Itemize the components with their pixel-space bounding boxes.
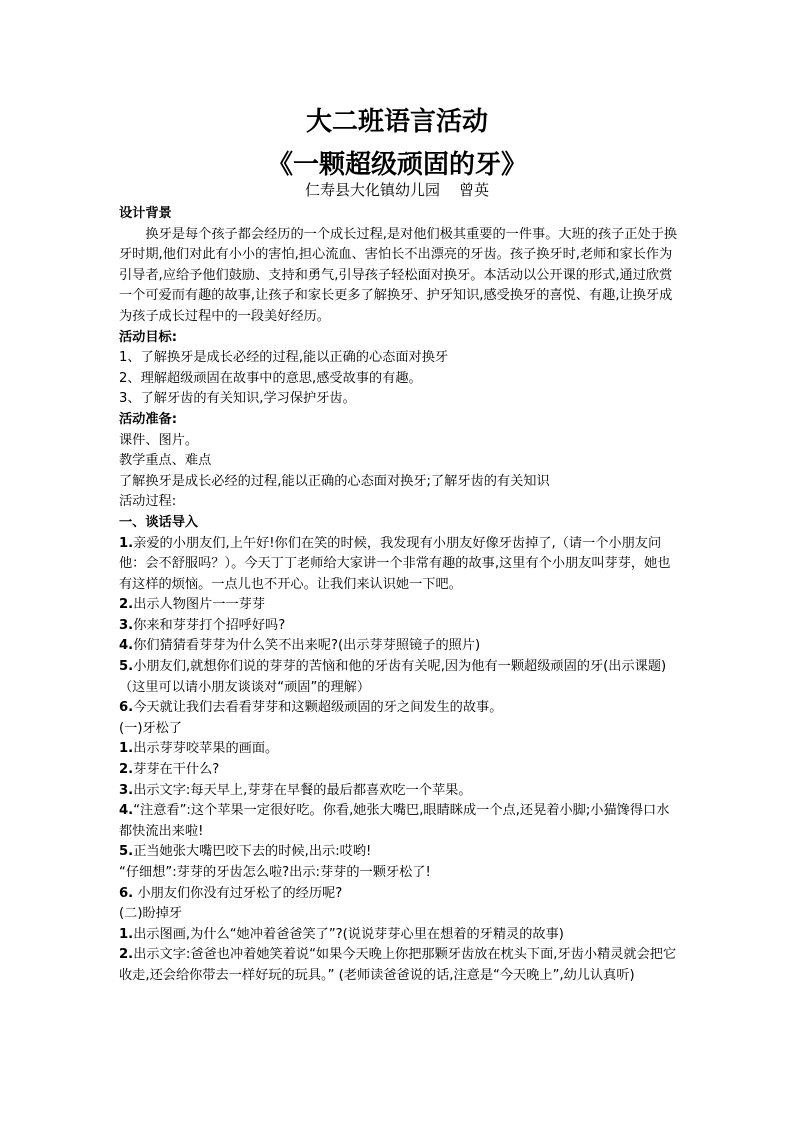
goal-item: 2、理解超级顽固在故事中的意思,感受故事的有趣。 bbox=[119, 370, 422, 386]
item-number: 2. bbox=[119, 762, 134, 778]
goal-item: 1、了解换牙是成长必经的过程,能以正确的心态面对换牙 bbox=[119, 350, 449, 366]
part1-item bbox=[119, 595, 681, 616]
sub2-item bbox=[119, 925, 681, 946]
item-number: 4. bbox=[119, 638, 134, 654]
document-title-line2: 《一颗超级顽固的牙》 bbox=[266, 150, 527, 180]
item-text: 今天就让我们去看看芽芽和这颗超级顽固的牙之间发生的故事。 bbox=[133, 700, 503, 716]
goal-item: 3、了解牙齿的有关知识,学习保护牙齿。 bbox=[119, 391, 356, 407]
sub1-item bbox=[119, 781, 681, 802]
sub2-item bbox=[119, 945, 681, 986]
item-number: 4. bbox=[119, 803, 134, 819]
prep-text: 课件、图片。 bbox=[119, 432, 199, 448]
item-text: 小朋友们,就想你们说的芽芽的苦恼和他的牙齿有关呢,因为他有一颗超级顽固的牙(出示课题)（这里可以请小朋友谈谈对“顽固”的理解） bbox=[119, 659, 667, 695]
sub1-item bbox=[119, 842, 681, 863]
item-number: 1. bbox=[119, 535, 134, 551]
process-heading: 活动过程: bbox=[119, 494, 177, 510]
item-number: 6. bbox=[119, 885, 134, 901]
prep-heading: 活动准备: bbox=[119, 411, 178, 427]
focus-text: 了解换牙是成长必经的过程,能以正确的心态面对换牙;了解牙齿的有关知识 bbox=[119, 473, 550, 489]
item-number: 6. bbox=[119, 700, 134, 716]
part1-item bbox=[119, 657, 681, 698]
item-text: 出示芽芽咬苹果的画面。 bbox=[133, 741, 279, 757]
background-heading: 设计背景 bbox=[119, 206, 172, 221]
sub1-item bbox=[119, 863, 681, 884]
item-number: 5. bbox=[119, 659, 134, 675]
item-text: “注意看”:这个苹果一定很好吃。你看,她张大嘴巴,眼睛眯成一个点,还晃着小脚;小猫馋得口水都快流出来啦! bbox=[119, 803, 670, 839]
part1-item bbox=[119, 616, 681, 637]
sub1-item bbox=[119, 801, 681, 842]
part1-item bbox=[119, 636, 681, 657]
sub1-item bbox=[119, 884, 681, 905]
item-number: 1. bbox=[119, 926, 134, 942]
focus-heading: 教学重点、难点 bbox=[119, 453, 212, 469]
item-number: 3. bbox=[119, 617, 134, 633]
part1-item bbox=[119, 534, 681, 596]
item-text: 你们猜猜看芽芽为什么笑不出来呢?(出示芽芽照镜子的照片) bbox=[133, 638, 481, 654]
item-text: 你来和芽芽打个招呼好吗? bbox=[133, 617, 286, 633]
item-text: 芽芽在干什么? bbox=[133, 762, 220, 778]
item-number: 2. bbox=[119, 597, 134, 613]
item-text: 亲爱的小朋友们,上午好!你们在笑的时候，我发现有小朋友好像牙齿掉了,（请一个小朋友问他：会不舒服吗？）。今天丁丁老师给大家讲一个非常有趣的故事,这里有个小朋友叫芽芽，她也有这样的烦恼。一点儿也不开心。让我们来认识她一下吧。 bbox=[119, 535, 671, 592]
item-number: 1. bbox=[119, 741, 134, 757]
item-text: 出示图画,为什么“她冲着爸爸笑了”?(说说芽芽心里在想着的牙精灵的故事) bbox=[133, 926, 564, 942]
part1-heading: 一、谈话导入 bbox=[119, 514, 199, 530]
item-text: 正当她张大嘴巴咬下去的时候,出示:哎哟! bbox=[133, 844, 372, 860]
item-number: 5. bbox=[119, 844, 134, 860]
sub2-heading: (二)盼掉牙 bbox=[119, 906, 183, 922]
item-text: 出示人物图片一一芽芽 bbox=[133, 597, 266, 613]
item-number: 3. bbox=[119, 782, 134, 798]
sub1-item bbox=[119, 739, 681, 760]
author-line: 仁寿县大化镇幼儿园 曾英 bbox=[304, 181, 490, 199]
document-title-line1: 大二班语言活动 bbox=[305, 107, 488, 137]
item-text: “仔细想”:芽芽的牙齿怎么啦?出示:芽芽的一颗牙松了! bbox=[119, 865, 431, 880]
sub1-heading: (一)牙松了 bbox=[119, 720, 183, 736]
part1-item bbox=[119, 698, 681, 719]
item-text: 小朋友们你没有过牙松了的经历呢? bbox=[133, 885, 343, 901]
sub1-item bbox=[119, 760, 681, 781]
goals-heading: 活动目标: bbox=[119, 329, 178, 345]
item-text: 出示文字:爸爸也冲着她笑着说“如果今天晚上你把那颗牙齿放在枕头下面,牙齿小精灵就会把它收走,还会给你带去一样好玩的玩具。” (老师读爸爸说的话,注意是“今天晚上”,幼儿认真听) bbox=[119, 947, 677, 983]
background-paragraph: 换牙是每个孩子都会经历的一个成长过程,是对他们极其重要的一件事。大班的孩子正处于换牙时期,他们对此有小小的害怕,担心流血、害怕长不出漂亮的牙齿。孩子换牙时,老师和家长作为引导者,应给予他们鼓励、支持和勇气,引导孩子轻松面对换牙。本活动以公开课的形式,通过欣赏一个可爱而有趣的故事,让孩子和家长更多了解换牙、护牙知识,感受换牙的喜悦、有趣,让换牙成为孩子成长过程中的一段美好经历。 bbox=[119, 226, 678, 324]
item-number: 2. bbox=[119, 947, 134, 963]
document-body bbox=[119, 204, 681, 987]
item-text: 出示文字:每天早上,芽芽在早餐的最后都喜欢吃一个苹果。 bbox=[133, 782, 472, 798]
